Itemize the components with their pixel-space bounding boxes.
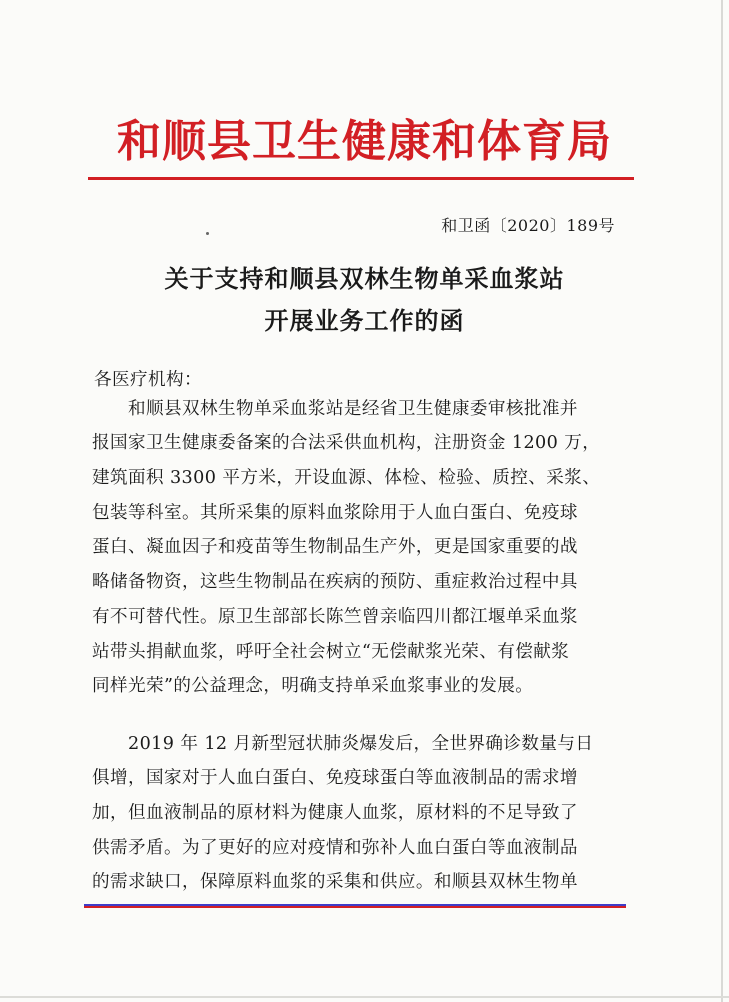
document-title-line-2: 开展业务工作的函 bbox=[264, 306, 465, 335]
bottom-red-rule bbox=[84, 906, 626, 908]
agency-masthead: 和顺县卫生健康和体育局 bbox=[117, 116, 612, 167]
paragraph-1-line: 和顺县双林生物单采血浆站是经省卫生健康委审核批准并 bbox=[92, 399, 578, 419]
document-title-line-1: 关于支持和顺县双林生物单采血浆站 bbox=[164, 264, 565, 293]
page-edge-bottom bbox=[0, 996, 729, 998]
paragraph-1-line: 同样光荣”的公益理念，明确支持单采血浆事业的发展。 bbox=[92, 676, 534, 696]
paragraph-2-line: 供需矛盾。为了更好的应对疫情和弥补人血白蛋白等血液制品 bbox=[92, 838, 578, 858]
paragraph-2-line: 2019 年 12 月新型冠状肺炎爆发后，全世界确诊数量与日 bbox=[92, 734, 594, 754]
paragraph-1-line: 包装等科室。其所采集的原料血浆除用于人血白蛋白、免疫球 bbox=[92, 503, 578, 523]
paragraph-1-line: 蛋白、凝血因子和疫苗等生物制品生产外，更是国家重要的战 bbox=[92, 537, 578, 557]
paragraph-1-line: 站带头捐献血浆，呼吁全社会树立“无偿献浆光荣、有偿献浆 bbox=[92, 642, 570, 662]
paragraph-2-line: 的需求缺口，保障原料血浆的采集和供应。和顺县双林生物单 bbox=[92, 872, 578, 892]
paragraph-2-line: 加，但血液制品的原材料为健康人血浆，原材料的不足导致了 bbox=[92, 803, 578, 823]
masthead-red-rule bbox=[88, 177, 634, 180]
scan-speck bbox=[206, 232, 209, 235]
paragraph-1-line: 有不可替代性。原卫生部部长陈竺曾亲临四川都江堰单采血浆 bbox=[92, 607, 578, 627]
paragraph-1-line: 建筑面积 3300 平方米，开设血源、体检、检验、质控、采浆、 bbox=[92, 468, 601, 488]
paragraph-1-line: 报国家卫生健康委备案的合法采供血机构，注册资金 1200 万， bbox=[92, 433, 601, 453]
salutation: 各医疗机构： bbox=[94, 370, 202, 390]
paragraph-2-line: 俱增，国家对于人血白蛋白、免疫球蛋白等血液制品的需求增 bbox=[92, 768, 578, 788]
document-number: 和卫函〔2020〕189号 bbox=[441, 216, 615, 235]
paragraph-1-line: 略储备物资，这些生物制品在疾病的预防、重症救治过程中具 bbox=[92, 572, 578, 592]
